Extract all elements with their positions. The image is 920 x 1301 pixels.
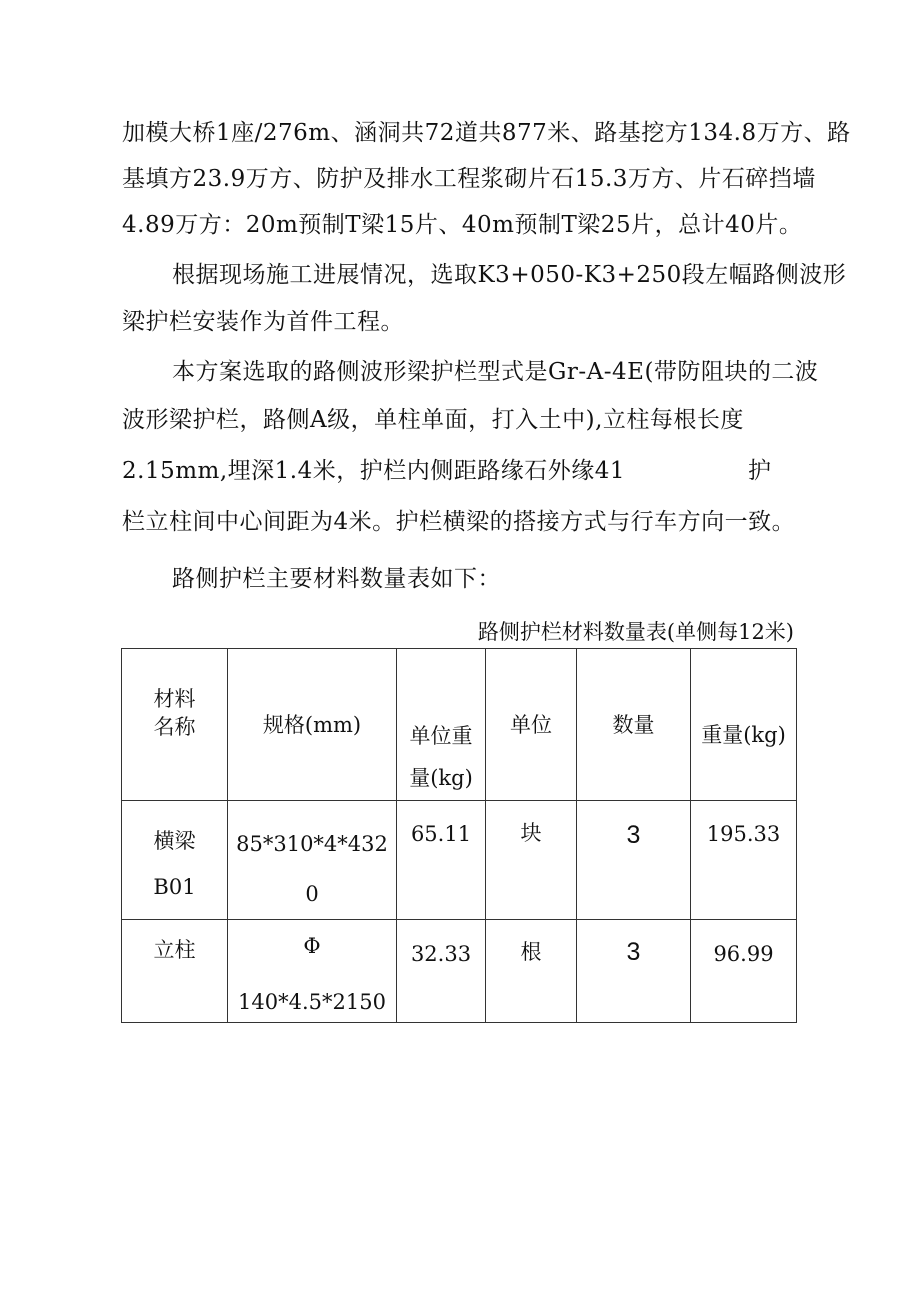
table-caption: 路侧护栏材料数量表(单侧每12米): [477, 620, 794, 644]
paragraph-2-line-1: 根据现场施工进展情况，选取K3+050-K3+250段左幅路侧波形: [172, 262, 847, 288]
row-2-name-line-1: 立柱: [153, 938, 196, 962]
row-2-quantity: 3: [626, 938, 641, 966]
header-quantity-cell: [577, 649, 691, 801]
row-1-spec-cell: [228, 801, 397, 920]
row-1-unit-weight: 65.11: [410, 822, 472, 846]
materials-table: [121, 648, 797, 1023]
header-unit-cell: [486, 649, 577, 801]
table-header-row: [122, 649, 797, 801]
row-2-unit: 根: [520, 940, 542, 964]
header-name-cell: [122, 649, 228, 801]
row-2-weight: 96.99: [713, 942, 774, 966]
table-row: [122, 920, 797, 1023]
row-1-unit: 块: [520, 821, 542, 845]
paragraph-3-line-4: 栏立柱间中心间距为4米。护栏横梁的搭接方式与行车方向一致。: [122, 509, 796, 535]
row-1-unit-weight-cell: [397, 801, 486, 920]
row-2-spec-cell: [228, 920, 397, 1023]
row-1-spec-line-1: 85*310*4*432: [236, 832, 388, 856]
row-2-unit-weight: 32.33: [410, 942, 472, 966]
row-1-unit-cell: [486, 801, 577, 920]
header-unit-weight-cell: [397, 649, 486, 801]
header-unit-weight-line-1: 单位重: [409, 724, 473, 748]
row-2-weight-cell: [691, 920, 797, 1023]
paragraph-3-line-3b: 护: [748, 458, 772, 484]
header-name-line-2: 名称: [153, 715, 196, 739]
header-spec-cell: [228, 649, 397, 801]
row-2-spec-line-1: Φ: [303, 934, 321, 958]
header-spec: 规格(mm): [262, 713, 362, 737]
paragraph-3-line-1: 本方案选取的路侧波形梁护栏型式是Gr-A-4E(带防阻块的二波: [172, 359, 819, 385]
header-unit-weight-line-2: 量(kg): [409, 766, 473, 790]
row-1-weight-cell: [691, 801, 797, 920]
row-1-name-line-2: B01: [153, 875, 196, 899]
row-2-quantity-cell: [577, 920, 691, 1023]
header-name-line-1: 材料: [153, 687, 196, 711]
row-2-unit-cell: [486, 920, 577, 1023]
row-1-weight: 195.33: [706, 822, 781, 846]
header-weight: 重量(kg): [701, 723, 786, 747]
row-2-name-cell: [122, 920, 228, 1023]
table-row: [122, 801, 797, 920]
row-1-quantity-cell: [577, 801, 691, 920]
header-weight-cell: [691, 649, 797, 801]
header-quantity: 数量: [612, 713, 655, 737]
row-2-unit-weight-cell: [397, 920, 486, 1023]
header-unit: 单位: [510, 713, 552, 737]
paragraph-4-line-1: 路侧护栏主要材料数量表如下：: [172, 566, 501, 592]
paragraph-3-line-2: 波形梁护栏，路侧A级，单柱单面，打入土中),立柱每根长度: [122, 407, 744, 433]
row-2-spec-line-2: 140*4.5*2150: [238, 990, 386, 1014]
paragraph-1-line-1: 加模大桥1座/276m、涵洞共72道共877米、路基挖方134.8万方、路: [122, 120, 851, 146]
row-1-quantity: 3: [626, 821, 641, 849]
row-1-spec-line-2: 0: [305, 882, 319, 906]
paragraph-1-line-2: 基填方23.9万方、防护及排水工程浆砌片石15.3万方、片石碎挡墙: [122, 166, 816, 192]
row-1-name-line-1: 横梁: [153, 829, 196, 853]
paragraph-3-line-3a: 2.15mm,埋深1.4米，护栏内侧距路缘石外缘41: [122, 458, 625, 484]
paragraph-1-line-3: 4.89万方：20m预制T梁15片、40m预制T梁25片，总计40片。: [122, 212, 803, 238]
row-1-name-cell: [122, 801, 228, 920]
paragraph-2-line-2: 梁护栏安装作为首件工程。: [122, 309, 404, 335]
